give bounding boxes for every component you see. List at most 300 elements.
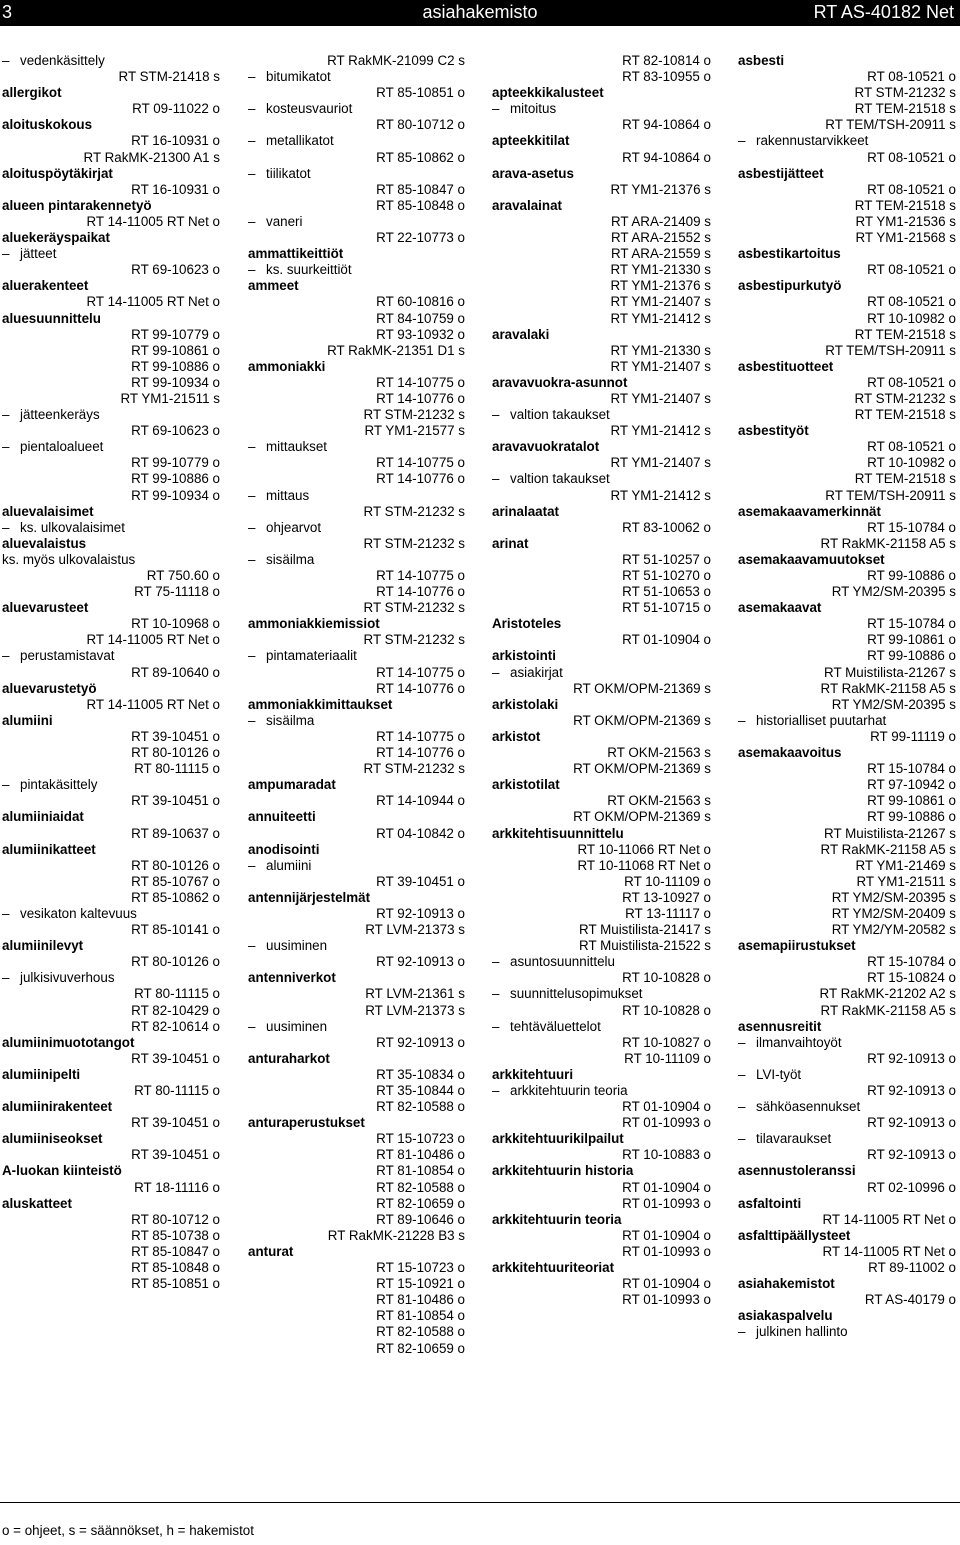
index-reference: RT Muistilista-21522 s xyxy=(579,938,711,954)
index-column-2 xyxy=(248,53,465,1357)
index-headword: arkkitehtuurikilpailut xyxy=(492,1131,624,1147)
index-headword: asbesti xyxy=(738,53,785,68)
index-subentry: – alumiini xyxy=(248,858,465,874)
index-reference: RT 80-10126 o xyxy=(131,857,220,873)
index-reference: RT 99-10934 o xyxy=(131,487,220,503)
index-reference: RT 01-10904 o xyxy=(622,1099,711,1115)
index-subentry: – suunnittelusopimukset xyxy=(492,986,711,1002)
index-reference: RT 83-10062 o xyxy=(622,519,711,535)
index-reference: RT 85-10847 o xyxy=(131,1243,220,1259)
index-headword: aluerakenteet xyxy=(2,278,89,294)
index-reference: RT AS-40179 o xyxy=(864,1292,956,1308)
index-headword: antenniverkot xyxy=(248,970,336,986)
index-reference: RT STM-21232 s xyxy=(363,761,465,777)
index-reference: RT 08-10521 o xyxy=(867,149,956,165)
index-column-4 xyxy=(738,53,956,1341)
index-reference: RT 08-10521 o xyxy=(867,439,956,455)
index-reference: RT 69-10623 o xyxy=(131,423,220,439)
index-column-1 xyxy=(2,53,220,1292)
index-reference: RT 82-10659 o xyxy=(376,1340,465,1356)
index-reference: RT 80-10712 o xyxy=(376,117,465,133)
index-reference: RT YM1-21412 s xyxy=(610,423,711,439)
index-reference: RT YM2/YM-20582 s xyxy=(831,922,956,938)
index-headword: arkkitehtuuri xyxy=(492,1066,574,1082)
index-headword: asbestikartoitus xyxy=(738,246,841,262)
index-reference: RT TEM-21518 s xyxy=(854,101,956,117)
index-reference: RT 10-11068 RT Net o xyxy=(577,857,711,873)
index-subentry: – julkisivuverhous xyxy=(2,970,220,986)
index-subentry: – ohjearvot xyxy=(248,520,465,536)
index-reference: RT 14-10776 o xyxy=(376,680,465,696)
index-headword: asfaltointi xyxy=(738,1195,802,1211)
index-subentry: – valtion takaukset xyxy=(492,407,711,423)
index-reference: RT 08-10521 o xyxy=(867,69,956,85)
index-headword: arkkitehtisuunnittelu xyxy=(492,825,624,841)
index-reference: RT TEM-21518 s xyxy=(854,471,956,487)
index-subentry: – asiakirjat xyxy=(492,665,711,681)
index-reference: RT STM-21232 s xyxy=(363,503,465,519)
index-reference: RT 01-10904 o xyxy=(622,1276,711,1292)
index-reference: RT 85-10862 o xyxy=(376,149,465,165)
index-reference: RT 83-10955 o xyxy=(622,69,711,85)
index-reference: RT 10-10968 o xyxy=(131,616,220,632)
index-reference: RT RakMK-21158 A5 s xyxy=(820,535,956,551)
index-subentry: – mitoitus xyxy=(492,101,711,117)
index-reference: RT 01-10993 o xyxy=(622,1195,711,1211)
index-headword: asbestipurkutyö xyxy=(738,278,842,294)
index-headword: asemakaavat xyxy=(738,600,822,616)
index-reference: RT RakMK-21228 B3 s xyxy=(327,1227,465,1243)
index-reference: RT 10-10827 o xyxy=(622,1034,711,1050)
index-reference: RT 99-10861 o xyxy=(867,793,956,809)
index-subentry: – valtion takaukset xyxy=(492,471,711,487)
index-reference: RT 85-10847 o xyxy=(376,181,465,197)
index-headword: A-luokan kiinteistö xyxy=(2,1163,122,1179)
index-reference: RT 82-10659 o xyxy=(376,1195,465,1211)
index-reference: RT YM2/SM-20409 s xyxy=(831,905,956,921)
index-reference: RT 92-10913 o xyxy=(867,1083,956,1098)
index-reference: RT 89-10637 o xyxy=(131,825,220,841)
index-reference: RT 60-10816 o xyxy=(376,294,465,310)
index-reference: RT YM1-21511 s xyxy=(856,873,956,889)
index-column-3 xyxy=(492,53,711,1308)
index-reference: RT 82-10614 o xyxy=(131,1018,220,1034)
index-headword: arinat xyxy=(492,535,529,551)
index-subentry: – vaneri xyxy=(248,214,465,230)
index-reference: RT OKM-21563 s xyxy=(607,745,711,761)
index-reference: RT 94-10864 o xyxy=(622,117,711,133)
index-subentry: – sähköasennukset xyxy=(738,1099,956,1115)
index-headword: alumiinimuototangot xyxy=(2,1034,135,1050)
index-subentry: – jätteenkeräys xyxy=(2,407,220,423)
index-reference: RT RakMK-21099 C2 s xyxy=(327,53,465,68)
index-subentry: – pintakäsittely xyxy=(2,777,220,793)
index-reference: RT 01-10904 o xyxy=(622,1179,711,1195)
index-headword: aloituskokous xyxy=(2,117,93,133)
index-reference: RT 14-11005 RT Net o xyxy=(86,632,220,648)
index-reference: RT YM1-21407 s xyxy=(610,358,711,374)
index-reference: RT 01-10904 o xyxy=(622,1227,711,1243)
index-headword: asiakaspalvelu xyxy=(738,1308,833,1324)
index-reference: RT 81-10486 o xyxy=(376,1292,465,1308)
index-reference: RT 14-11005 RT Net o xyxy=(86,696,220,712)
index-subentry: – asuntosuunnittelu xyxy=(492,954,711,970)
index-reference: RT RakMK-21202 A2 s xyxy=(819,986,956,1002)
index-reference: RT OKM/OPM-21369 s xyxy=(573,761,711,777)
index-reference: RT TEM-21518 s xyxy=(854,197,956,213)
index-reference: RT TEM-21518 s xyxy=(854,407,956,423)
index-subentry: – rakennustarvikkeet xyxy=(738,133,956,149)
index-subentry: – sisäilma xyxy=(248,713,465,729)
index-reference: RT ARA-21409 s xyxy=(611,213,711,229)
index-reference: RT 10-10828 o xyxy=(622,970,711,986)
index-reference: RT 14-11005 RT Net o xyxy=(86,294,220,310)
index-headword: allergikot xyxy=(2,85,62,101)
index-reference: RT 02-10996 o xyxy=(867,1179,956,1195)
index-subentry: – pientaloalueet xyxy=(2,439,220,455)
index-reference: RT 99-10861 o xyxy=(131,342,220,358)
index-headword: aravalaki xyxy=(492,326,550,342)
index-reference: RT 14-10775 o xyxy=(376,728,465,744)
index-reference: RT YM1-21511 s xyxy=(120,390,220,406)
index-headword: alumiinilevyt xyxy=(2,938,84,954)
index-reference: RT YM1-21376 s xyxy=(610,278,711,294)
index-reference: RT 14-10776 o xyxy=(376,471,465,487)
index-note: ks. myös ulkovalaistus xyxy=(2,551,136,567)
index-headword: anturaperustukset xyxy=(248,1115,365,1131)
index-reference: RT 51-10257 o xyxy=(622,551,711,567)
index-subentry: – uusiminen xyxy=(248,1019,465,1035)
index-reference: RT 15-10723 o xyxy=(376,1131,465,1147)
index-reference: RT RakMK-21300 A1 s xyxy=(83,149,220,165)
footer-divider xyxy=(0,1502,960,1503)
index-reference: RT 99-10779 o xyxy=(131,455,220,471)
index-reference: RT 80-10712 o xyxy=(131,1211,220,1227)
index-reference: RT 10-10982 o xyxy=(867,455,956,471)
index-reference: RT 09-11022 o xyxy=(132,101,220,117)
index-reference: RT 01-10904 o xyxy=(622,632,711,648)
index-subentry: – mittaus xyxy=(248,488,465,504)
index-reference: RT 39-10451 o xyxy=(131,1115,220,1131)
index-reference: RT 14-10776 o xyxy=(376,390,465,406)
index-reference: RT 51-10270 o xyxy=(622,568,711,583)
index-subentry: – uusiminen xyxy=(248,938,465,954)
index-headword: aluekeräyspaikat xyxy=(2,230,110,246)
index-reference: RT YM2/SM-20395 s xyxy=(831,696,956,712)
index-reference: RT OKM-21563 s xyxy=(607,793,711,809)
index-subentry: – arkkitehtuurin teoria xyxy=(492,1083,711,1099)
index-reference: RT 92-10913 o xyxy=(867,1115,956,1131)
index-reference: RT 99-10861 o xyxy=(867,632,956,648)
index-headword: aravavuokra-asunnot xyxy=(492,374,628,390)
index-reference: RT 14-10775 o xyxy=(376,374,465,390)
index-subentry: – metallikatot xyxy=(248,133,465,149)
index-reference: RT 16-10931 o xyxy=(131,181,220,197)
index-reference: RT 14-11005 RT Net o xyxy=(822,1211,956,1227)
index-headword: arinalaatat xyxy=(492,503,559,519)
page-number: 3 xyxy=(2,2,13,22)
index-reference: RT 80-10126 o xyxy=(131,745,220,761)
index-reference: RT 99-10886 o xyxy=(131,358,220,374)
index-reference: RT 10-10828 o xyxy=(622,1002,711,1018)
index-reference: RT 81-10854 o xyxy=(376,1163,465,1179)
index-reference: RT 99-10779 o xyxy=(131,326,220,342)
index-reference: RT Muistilista-21267 s xyxy=(824,825,956,841)
index-headword: ammeet xyxy=(248,278,299,294)
index-subentry: – vedenkäsittely xyxy=(2,53,220,69)
index-reference: RT LVM-21361 s xyxy=(365,986,465,1002)
index-subentry: – tehtäväluettelot xyxy=(492,1019,711,1035)
index-reference: RT 85-10851 o xyxy=(131,1276,220,1292)
index-headword: ammoniakkiemissiot xyxy=(248,616,380,632)
index-reference: RT 01-10993 o xyxy=(622,1292,711,1308)
index-reference: RT 10-11066 RT Net o xyxy=(577,841,711,857)
index-headword: alumiini xyxy=(2,712,53,728)
index-headword: arkkitehtuurin teoria xyxy=(492,1211,622,1227)
index-reference: RT 16-10931 o xyxy=(131,133,220,149)
index-headword: apteekkitilat xyxy=(492,133,570,149)
index-reference: RT 08-10521 o xyxy=(867,294,956,310)
index-reference: RT STM-21232 s xyxy=(854,390,956,406)
index-subentry: – kosteusvauriot xyxy=(248,101,465,117)
index-subentry: – ilmanvaihtoyöt xyxy=(738,1035,956,1051)
index-reference: RT 89-10640 o xyxy=(131,664,220,680)
index-reference: RT 82-10588 o xyxy=(376,1324,465,1340)
index-reference: RT 85-10862 o xyxy=(131,889,220,905)
index-reference: RT OKM/OPM-21369 s xyxy=(573,680,711,696)
index-headword: asbestityöt xyxy=(738,423,809,439)
index-reference: RT 51-10653 o xyxy=(622,584,711,600)
index-reference: RT YM1-21407 s xyxy=(610,390,711,406)
index-reference: RT 85-10851 o xyxy=(376,85,465,101)
index-headword: arkistot xyxy=(492,728,541,744)
index-headword: ammoniakkimittaukset xyxy=(248,696,393,712)
index-reference: RT 01-10993 o xyxy=(622,1243,711,1259)
index-reference: RT 92-10913 o xyxy=(376,954,465,970)
index-subentry: – sisäilma xyxy=(248,552,465,568)
index-reference: RT 08-10521 o xyxy=(867,262,956,278)
index-headword: asemapiirustukset xyxy=(738,938,856,954)
index-reference: RT ARA-21559 s xyxy=(611,246,711,262)
index-reference: RT 84-10759 o xyxy=(376,310,465,326)
index-headword: arkkitehtuurin historia xyxy=(492,1163,634,1179)
index-headword: annuiteetti xyxy=(248,809,316,825)
index-reference: RT TEM/TSH-20911 s xyxy=(825,117,956,133)
index-reference: RT YM2/SM-20395 s xyxy=(831,584,956,600)
index-reference: RT 99-10886 o xyxy=(867,809,956,825)
index-reference: RT YM1-21412 s xyxy=(610,487,711,503)
index-subentry: – julkinen hallinto xyxy=(738,1324,956,1340)
index-reference: RT OKM/OPM-21369 s xyxy=(573,712,711,728)
index-reference: RT 85-10738 o xyxy=(131,1227,220,1243)
index-reference: RT LVM-21373 s xyxy=(365,922,465,938)
index-reference: RT STM-21232 s xyxy=(854,85,956,101)
index-headword: asbestituotteet xyxy=(738,358,834,374)
footer-legend: o = ohjeet, s = säännökset, h = hakemistot xyxy=(2,1523,254,1538)
index-reference: RT STM-21232 s xyxy=(363,632,465,648)
index-reference: RT 10-11109 o xyxy=(624,1050,711,1066)
index-reference: RT 99-10886 o xyxy=(867,568,956,583)
index-reference: RT 14-10775 o xyxy=(376,664,465,680)
index-reference: RT 14-10775 o xyxy=(376,455,465,471)
index-reference: RT 99-11119 o xyxy=(870,728,956,744)
index-headword: alumiinipelti xyxy=(2,1066,81,1082)
index-headword: arkistotilat xyxy=(492,777,560,793)
index-reference: RT 85-10141 o xyxy=(131,922,220,938)
index-headword: alumiinirakenteet xyxy=(2,1099,113,1115)
index-reference: RT 80-11115 o xyxy=(134,986,220,1002)
index-reference: RT 13-11117 o xyxy=(625,905,711,921)
index-reference: RT YM1-21407 s xyxy=(610,455,711,471)
index-headword: anturaharkot xyxy=(248,1050,330,1066)
index-reference: RT 15-10784 o xyxy=(867,519,956,535)
index-reference: RT 92-10913 o xyxy=(867,1050,956,1066)
index-reference: RT 35-10844 o xyxy=(376,1083,465,1098)
index-reference: RT 81-10486 o xyxy=(376,1147,465,1163)
index-reference: RT STM-21232 s xyxy=(363,600,465,616)
index-headword: ammoniakki xyxy=(248,358,326,374)
index-reference: RT 80-11115 o xyxy=(134,761,220,777)
index-headword: arkkitehtuuriteoriat xyxy=(492,1260,615,1276)
index-reference: RT 92-10913 o xyxy=(376,905,465,921)
index-reference: RT 92-10913 o xyxy=(867,1147,956,1163)
index-reference: RT RakMK-21158 A5 s xyxy=(820,841,956,857)
index-reference: RT 10-11109 o xyxy=(624,873,711,889)
index-reference: RT YM1-21412 s xyxy=(610,310,711,326)
index-headword: anodisointi xyxy=(248,841,320,857)
index-headword: aloituspöytäkirjat xyxy=(2,165,113,181)
index-reference: RT RakMK-21351 D1 s xyxy=(327,342,465,358)
index-reference: RT Muistilista-21267 s xyxy=(824,664,956,680)
index-reference: RT Muistilista-21417 s xyxy=(579,922,711,938)
index-reference: RT 89-10646 o xyxy=(376,1211,465,1227)
index-headword: aluesuunnittelu xyxy=(2,310,101,326)
index-headword: asfalttipäällysteet xyxy=(738,1227,851,1243)
index-reference: RT 15-10784 o xyxy=(867,954,956,970)
index-reference: RT 15-10824 o xyxy=(867,970,956,986)
page-title: asiahakemisto xyxy=(422,2,538,22)
index-headword: aluevalaisimet xyxy=(2,503,94,519)
index-reference: RT YM1-21330 s xyxy=(610,262,711,278)
index-reference: RT YM1-21407 s xyxy=(610,294,711,310)
index-headword: asemakaavamerkinnät xyxy=(738,503,881,519)
index-subentry: – tilavaraukset xyxy=(738,1131,956,1147)
index-headword: antennijärjestelmät xyxy=(248,889,371,905)
index-headword: apteekkikalusteet xyxy=(492,85,604,101)
index-headword: ampumaradat xyxy=(248,777,336,793)
index-reference: RT 15-10784 o xyxy=(867,761,956,777)
index-reference: RT TEM/TSH-20911 s xyxy=(825,487,956,503)
index-headword: alumiiniaidat xyxy=(2,809,84,825)
index-reference: RT 85-10848 o xyxy=(376,197,465,213)
index-headword: aravavuokratalot xyxy=(492,439,600,455)
index-reference: RT 93-10932 o xyxy=(376,326,465,342)
index-reference: RT 51-10715 o xyxy=(622,600,711,616)
index-headword: alueen pintarakennetyö xyxy=(2,197,152,213)
index-reference: RT RakMK-21158 A5 s xyxy=(820,1002,956,1018)
index-reference: RT 01-10993 o xyxy=(622,1115,711,1131)
index-reference: RT 14-10944 o xyxy=(376,793,465,809)
index-reference: RT YM1-21330 s xyxy=(610,342,711,358)
index-headword: anturat xyxy=(248,1243,294,1259)
index-reference: RT YM1-21469 s xyxy=(855,857,956,873)
index-reference: RT 97-10942 o xyxy=(867,777,956,793)
index-reference: RT STM-21418 s xyxy=(118,69,220,85)
index-reference: RT YM1-21536 s xyxy=(855,213,956,229)
index-reference: RT 85-10767 o xyxy=(131,873,220,889)
index-subentry: – LVI-työt xyxy=(738,1067,956,1083)
index-reference: RT 81-10854 o xyxy=(376,1308,465,1324)
index-reference: RT 89-11002 o xyxy=(868,1260,956,1276)
index-reference: RT 13-10927 o xyxy=(622,889,711,905)
index-reference: RT 82-10814 o xyxy=(622,53,711,68)
index-reference: RT ARA-21552 s xyxy=(611,230,711,246)
index-headword: arava-asetus xyxy=(492,165,574,181)
index-reference: RT 14-10776 o xyxy=(376,745,465,761)
index-subentry: – bitumikatot xyxy=(248,69,465,85)
index-reference: RT TEM-21518 s xyxy=(854,326,956,342)
index-reference: RT 99-10886 o xyxy=(131,471,220,487)
index-headword: asennusreitit xyxy=(738,1018,822,1034)
index-headword: alumiinikatteet xyxy=(2,841,96,857)
index-subentry: – pintamateriaalit xyxy=(248,648,465,664)
index-headword: Aristoteles xyxy=(492,616,562,632)
index-reference: RT 85-10848 o xyxy=(131,1260,220,1276)
index-reference: RT 39-10451 o xyxy=(131,793,220,809)
index-reference: RT 15-10784 o xyxy=(867,616,956,632)
index-reference: RT 39-10451 o xyxy=(131,1050,220,1066)
index-subentry: – vesikaton kaltevuus xyxy=(2,906,220,922)
index-reference: RT LVM-21373 s xyxy=(365,1002,465,1018)
index-headword: aluevarustetyö xyxy=(2,680,97,696)
index-reference: RT 39-10451 o xyxy=(131,728,220,744)
index-reference: RT YM1-21376 s xyxy=(610,181,711,197)
index-reference: RT 80-11115 o xyxy=(134,1083,220,1098)
index-reference: RT STM-21232 s xyxy=(363,407,465,423)
index-reference: RT 99-10886 o xyxy=(867,648,956,664)
index-headword: asemakaavamuutokset xyxy=(738,551,885,567)
index-reference: RT 08-10521 o xyxy=(867,374,956,390)
index-reference: RT 10-10982 o xyxy=(867,310,956,326)
index-reference: RT 39-10451 o xyxy=(131,1147,220,1163)
index-reference: RT STM-21232 s xyxy=(363,535,465,551)
index-subentry: – jätteet xyxy=(2,246,220,262)
index-reference: RT 15-10723 o xyxy=(376,1260,465,1276)
index-reference: RT 82-10429 o xyxy=(131,1002,220,1018)
index-headword: asennustoleranssi xyxy=(738,1163,856,1179)
index-headword: aravalainat xyxy=(492,197,562,213)
index-subentry: – tiilikatot xyxy=(248,166,465,182)
index-reference: RT 99-10934 o xyxy=(131,374,220,390)
index-headword: arkistolaki xyxy=(492,696,559,712)
index-reference: RT 75-11118 o xyxy=(134,584,220,600)
page-header xyxy=(0,0,960,26)
index-reference: RT 39-10451 o xyxy=(376,873,465,889)
index-reference: RT YM1-21577 s xyxy=(364,423,465,439)
index-headword: asbestijätteet xyxy=(738,165,824,181)
index-headword: ammattikeittiöt xyxy=(248,246,344,262)
index-reference: RT 14-10776 o xyxy=(376,584,465,600)
index-reference: RT 69-10623 o xyxy=(131,262,220,278)
index-headword: aluskatteet xyxy=(2,1195,72,1211)
index-reference: RT 08-10521 o xyxy=(867,181,956,197)
index-subentry: – historialliset puutarhat xyxy=(738,713,956,729)
index-reference: RT TEM/TSH-20911 s xyxy=(825,342,956,358)
index-subentry: – perustamistavat xyxy=(2,648,220,664)
document-code: RT AS-40182 Net xyxy=(813,2,954,22)
index-reference: RT 18-11116 o xyxy=(134,1179,220,1195)
index-headword: asemakaavoitus xyxy=(738,745,842,761)
